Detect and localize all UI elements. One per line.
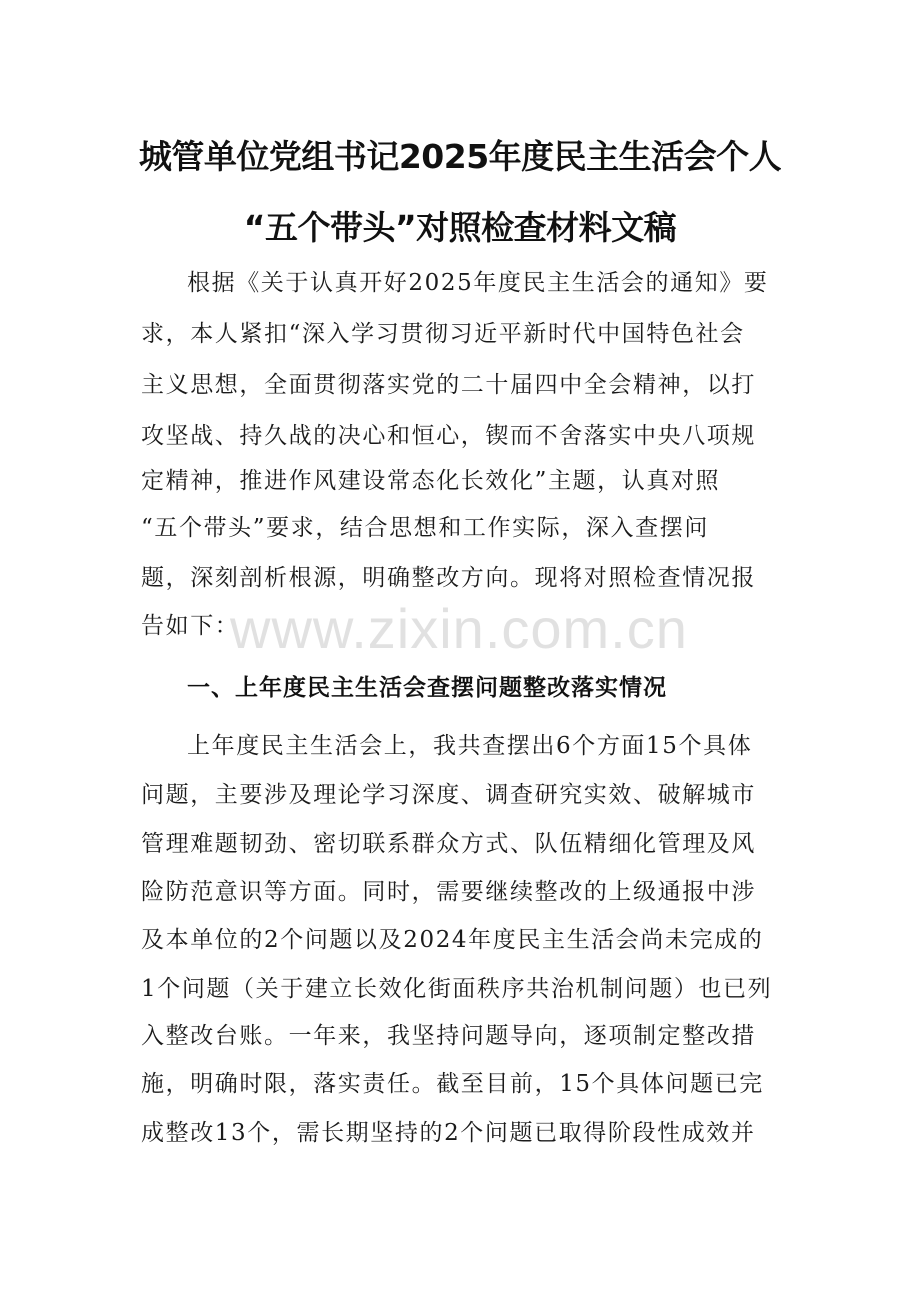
paragraph-2-line: 及本单位的2个问题以及2024年度民主生活会尚未完成的 (141, 927, 764, 953)
section-heading-1: 一、上年度民主生活会查摆问题整改落实情况 (187, 675, 667, 701)
document-title-line-2: “五个带头”对照检查材料文稿 (243, 208, 677, 247)
paragraph-2-line: 问题，主要涉及理论学习深度、调查研究实效、破解城市 (141, 782, 756, 808)
paragraph-2-line: 管理难题韧劲、密切联系群众方式、队伍精细化管理及风 (141, 831, 756, 857)
paragraph-1-line: 根据《关于认真开好2025年度民主生活会的通知》要 (187, 270, 769, 296)
document-title-line-1: 城管单位党组书记2025年度民主生活会个人 (138, 137, 782, 176)
paragraph-2-line: 1个问题（关于建立长效化街面秩序共治机制问题）也已列 (141, 976, 773, 1002)
paragraph-1-line: 题，深刻剖析根源，明确整改方向。现将对照检查情况报 (141, 565, 756, 591)
paragraph-2-line: 险防范意识等方面。同时，需要继续整改的上级通报中涉 (141, 879, 756, 905)
paragraph-2-line: 入整改台账。一年来，我坚持问题导向，逐项制定整改措 (141, 1023, 756, 1049)
paragraph-2-line: 成整改13个，需长期坚持的2个问题已取得阶段性成效并 (141, 1120, 756, 1146)
paragraph-2-line: 施，明确时限，落实责任。截至目前，15个具体问题已完 (141, 1071, 764, 1097)
paragraph-1-line: 攻坚战、持久战的决心和恒心，锲而不舍落实中央八项规 (141, 423, 756, 449)
paragraph-1-line: “五个带头”要求，结合思想和工作实际，深入查摆问 (141, 515, 709, 541)
paragraph-1-line: 定精神，推进作风建设常态化长效化”主题，认真对照 (141, 468, 721, 494)
paragraph-2-line: 上年度民主生活会上，我共查摆出6个方面15个具体 (187, 733, 753, 759)
paragraph-1-line: 主义思想，全面贯彻落实党的二十届四中全会精神，以打 (141, 372, 756, 398)
paragraph-1-line: 求，本人紧扣“深入学习贯彻习近平新时代中国特色社会 (141, 321, 745, 347)
watermark: www.zixin.com.cn (230, 597, 688, 660)
paragraph-1-line: 告如下： (141, 613, 240, 639)
